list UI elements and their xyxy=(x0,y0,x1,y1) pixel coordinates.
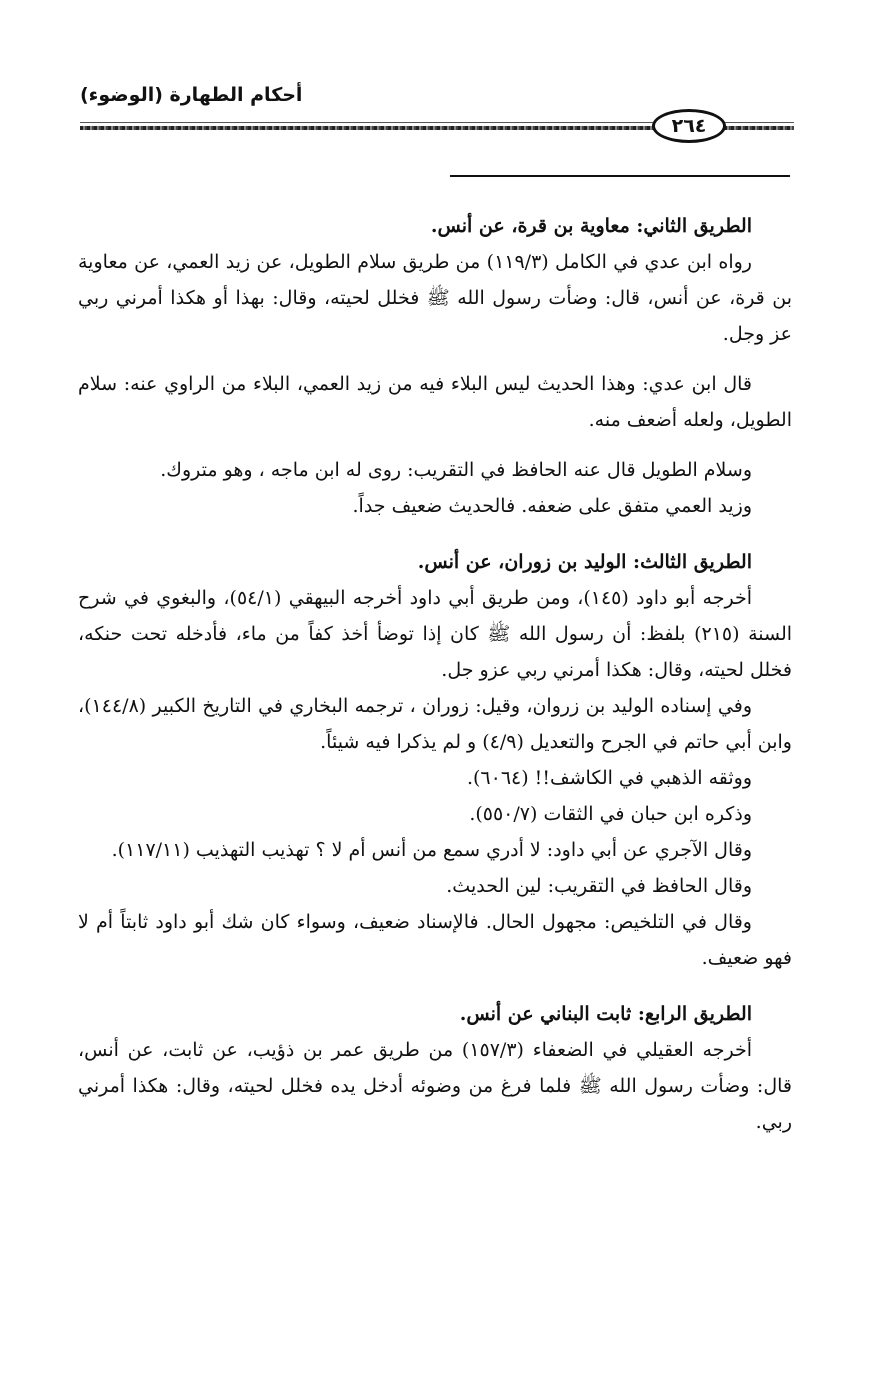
paragraph: أخرجه أبو داود (١٤٥)، ومن طريق أبي داود أخرجه البيهقي (٥٤/١)، والبغوي في شرح السنة (٢١٥) بلفظ: أن رسول الله ﷺ كان إذا توضأ أخذ كفاً من ماء، فأدخله تحت حنكه، فخلل لحيته، وقال: هكذا أمرني ربي عزو جل. xyxy=(78,587,793,681)
page-body xyxy=(78,208,792,1140)
paragraph: وسلام الطويل قال عنه الحافظ في التقريب: روى له ابن ماجه ، وهو متروك. xyxy=(160,459,752,481)
spacer xyxy=(78,352,792,366)
paragraph: رواه ابن عدي في الكامل (١١٩/٣) من طريق سلام الطويل، عن زيد العمي، عن معاوية بن قرة، عن أنس، قال: وضأت رسول الله ﷺ فخلل لحيته، وقال: بهذا أو هكذا أمرني ربي عز وجل. xyxy=(78,251,792,345)
paragraph: وقال في التلخيص: مجهول الحال. فالإسناد ضعيف، وسواء كان شك أبو داود ثابتاً أم لا فهو ضعيف. xyxy=(78,911,792,969)
paragraph: وقال الحافظ في التقريب: لين الحديث. xyxy=(446,875,752,897)
top-divider xyxy=(450,175,790,177)
paragraph: وفي إسناده الوليد بن زروان، وقيل: زوران ، ترجمه البخاري في التاريخ الكبير (١٤٤/٨)، وابن أبي حاتم في الجرح والتعديل (٤/٩) و لم يذكرا فيه شيئاً. xyxy=(78,695,792,753)
paragraph: قال ابن عدي: وهذا الحديث ليس البلاء فيه من زيد العمي، البلاء من الراوي عنه: سلام الطويل، ولعله أضعف منه. xyxy=(78,373,792,431)
page-number: ٢٦٤ xyxy=(652,109,726,143)
paragraph: وقال الآجري عن أبي داود: لا أدري سمع من أنس أم لا ؟ تهذيب التهذيب (١١٧/١١). xyxy=(111,839,752,861)
paragraph: أخرجه العقيلي في الضعفاء (١٥٧/٣) من طريق عمر بن ذؤيب، عن ثابت، عن أنس، قال: وضأت رسول الله ﷺ فلما فرغ من وضوئه أدخل يده فخلل لحيته، وقال: هكذا أمرني ربي. xyxy=(78,1039,792,1133)
section-heading: الطريق الثالث: الوليد بن زوران، عن أنس. xyxy=(417,551,752,573)
page-title: أحكام الطهارة (الوضوء) xyxy=(80,84,303,106)
paragraph: ووثقه الذهبي في الكاشف!! (٦٠٦٤). xyxy=(466,767,752,789)
section-heading: الطريق الرابع: ثابت البناني عن أنس. xyxy=(459,1003,752,1025)
spacer xyxy=(78,976,792,996)
paragraph: وزيد العمي متفق على ضعفه. فالحديث ضعيف جداً. xyxy=(352,495,752,517)
spacer xyxy=(78,524,792,544)
paragraph: وذكره ابن حبان في الثقات (٥٥٠/٧). xyxy=(469,803,752,825)
section-heading: الطريق الثاني: معاوية بن قرة، عن أنس. xyxy=(430,215,752,237)
spacer xyxy=(78,438,792,452)
